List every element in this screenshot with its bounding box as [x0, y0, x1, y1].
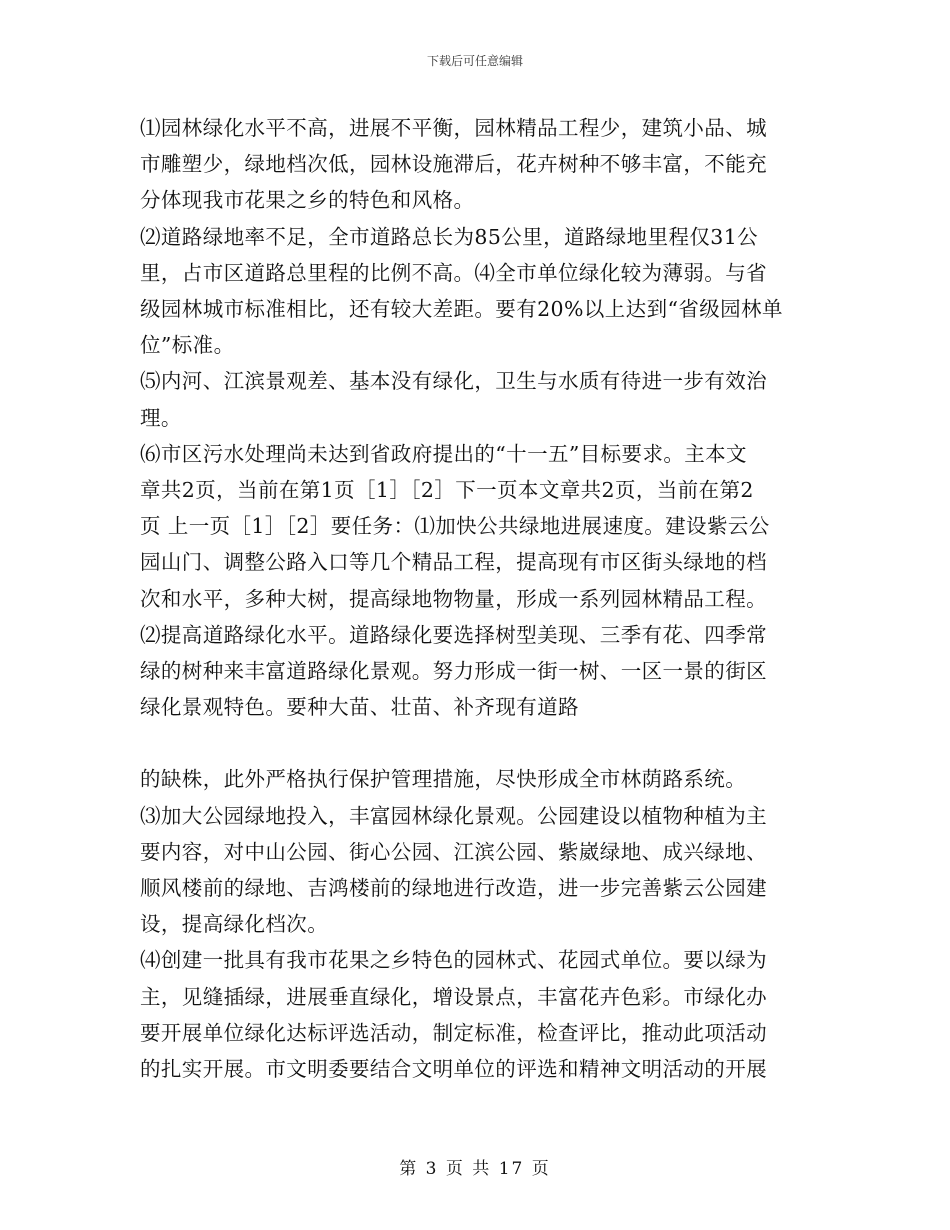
- text-line: 市雕塑少，绿地档次低，园林设施滞后，花卉树种不够丰富，不能充: [140, 152, 767, 177]
- text-line: 页 上一页［1］［2］要任务：⑴加快公共绿地进展速度。建设紫云公: [140, 514, 770, 539]
- document-body: [140, 110, 812, 1087]
- text-line: ⑶加大公园绿地投入，丰富园林绿化景观。公园建设以植物种植为主: [140, 803, 767, 828]
- text-line: ⑴园林绿化水平不高，进展不平衡，园林精品工程少，建筑小品、城: [140, 116, 767, 140]
- text-line: 次和水平，多种大树，提高绿地物物量，形成一系列园林精品工程。: [140, 586, 767, 611]
- text-line: 里，占市区道路总里程的比例不高。⑷全市单位绿化较为薄弱。与省: [140, 260, 767, 285]
- page-header: 下载后可任意编辑: [426, 54, 523, 68]
- text-line: ⑹市区污水处理尚未达到省政府提出的“十一五”目标要求。主本文: [140, 441, 747, 466]
- text-line: 主，见缝插绿，进展垂直绿化，增设景点，丰富花卉色彩。市绿化办: [140, 984, 767, 1009]
- text-line: ⑵提高道路绿化水平。道路绿化要选择树型美现、三季有花、四季常: [140, 622, 767, 647]
- text-line: 顺风楼前的绿地、吉鸿楼前的绿地进行改造，进一步完善紫云公园建: [140, 876, 767, 901]
- text-line: 理。: [140, 405, 182, 430]
- text-line: 要开展单位绿化达标评选活动，制定标准，检查评比，推动此项活动: [140, 1020, 767, 1045]
- text-line: 园山门、调整公路入口等几个精品工程，提高现有市区街头绿地的档: [140, 550, 767, 575]
- text-line: ⑸内河、江滨景观差、基本没有绿化，卫生与水质有待进一步有效治: [140, 369, 767, 394]
- text-line: ⑵道路绿地率不足，全市道路总长为85公里，道路绿地里程仅31公: [140, 224, 759, 249]
- text-line: 设，提高绿化档次。: [140, 912, 329, 937]
- text-line: 的缺株，此外严格执行保护管理措施，尽快形成全市林荫路系统。: [140, 767, 747, 792]
- text-line: 绿的树种来丰富道路绿化景观。努力形成一街一树、一区一景的街区: [140, 659, 767, 684]
- text-line: ⑷创建一批具有我市花果之乡特色的园林式、花园式单位。要以绿为: [140, 948, 767, 973]
- text-line: 章共2页，当前在第1页［1］［2］下一页本文章共2页，当前在第2: [140, 478, 754, 503]
- page-footer: 第 3 页 共 17 页: [399, 1159, 551, 1179]
- paragraph-gap: [140, 725, 812, 761]
- text-line: 分体现我市花果之乡的特色和风格。: [140, 188, 475, 213]
- text-line: 级园林城市标准相比，还有较大差距。要有20%以上达到“省级园林单: [140, 297, 783, 322]
- text-line: 绿化景观特色。要种大苗、壮苗、补齐现有道路: [140, 695, 579, 720]
- text-line: 的扎实开展。市文明委要结合文明单位的评选和精神文明活动的开展: [140, 1057, 767, 1082]
- text-line: 位”标准。: [140, 333, 235, 358]
- text-line: 要内容，对中山公园、街心公园、江滨公园、紫崴绿地、成兴绿地、: [140, 839, 767, 864]
